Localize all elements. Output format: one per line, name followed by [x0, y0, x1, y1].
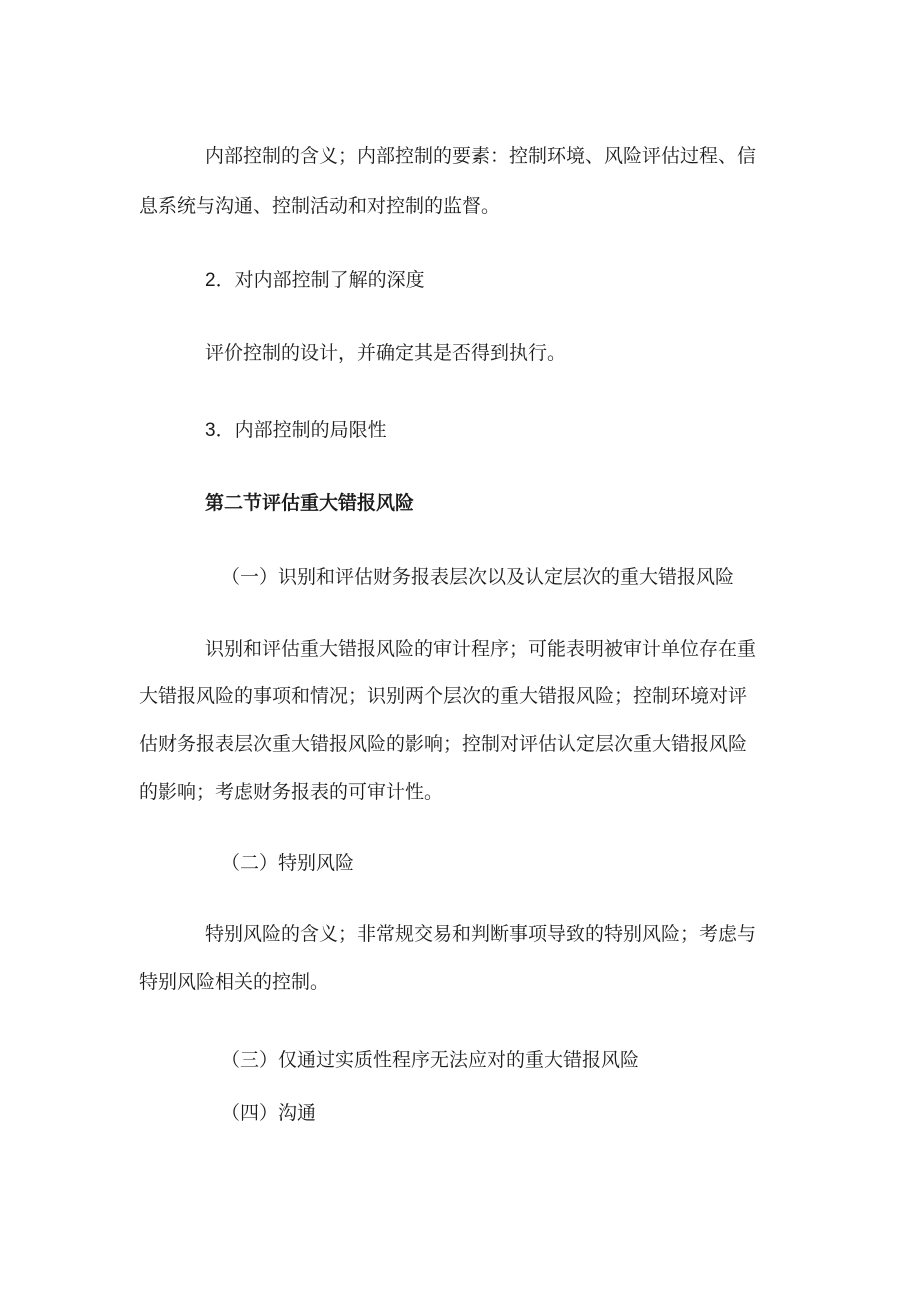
heading-text: ．内部控制的局限性	[215, 419, 387, 441]
paragraph-line: 识别和评估重大错报风险的审计程序；可能表明被审计单位存在重	[205, 638, 757, 660]
paragraph-line: 息系统与沟通、控制活动和对控制的监督。	[139, 195, 501, 217]
subheading-1: （一）识别和评估财务报表层次以及认定层次的重大错报风险	[221, 566, 735, 588]
paragraph: 评价控制的设计，并确定其是否得到执行。	[205, 342, 567, 364]
heading-text: ．对内部控制了解的深度	[215, 269, 425, 291]
subheading-2: （二）特别风险	[221, 852, 355, 874]
heading-3	[205, 417, 387, 444]
paragraph-line: 的影响；考虑财务报表的可审计性。	[139, 781, 444, 803]
paragraph-line: 估财务报表层次重大错报风险的影响；控制对评估认定层次重大错报风险	[139, 733, 748, 755]
paragraph-line: 大错报风险的事项和情况；识别两个层次的重大错报风险；控制环境对评	[139, 685, 748, 707]
subheading-4: （四）沟通	[221, 1102, 317, 1124]
paragraph-line: 内部控制的含义；内部控制的要素：控制环境、风险评估过程、信	[205, 145, 757, 167]
heading-number: 3	[205, 420, 216, 441]
heading-number: 2	[205, 270, 216, 291]
heading-2	[205, 267, 425, 294]
section-title: 第二节评估重大错报风险	[205, 492, 415, 514]
subheading-3: （三）仅通过实质性程序无法应对的重大错报风险	[221, 1049, 640, 1071]
paragraph-line: 特别风险相关的控制。	[139, 971, 330, 993]
paragraph-line: 特别风险的含义；非常规交易和判断事项导致的特别风险；考虑与	[205, 923, 757, 945]
